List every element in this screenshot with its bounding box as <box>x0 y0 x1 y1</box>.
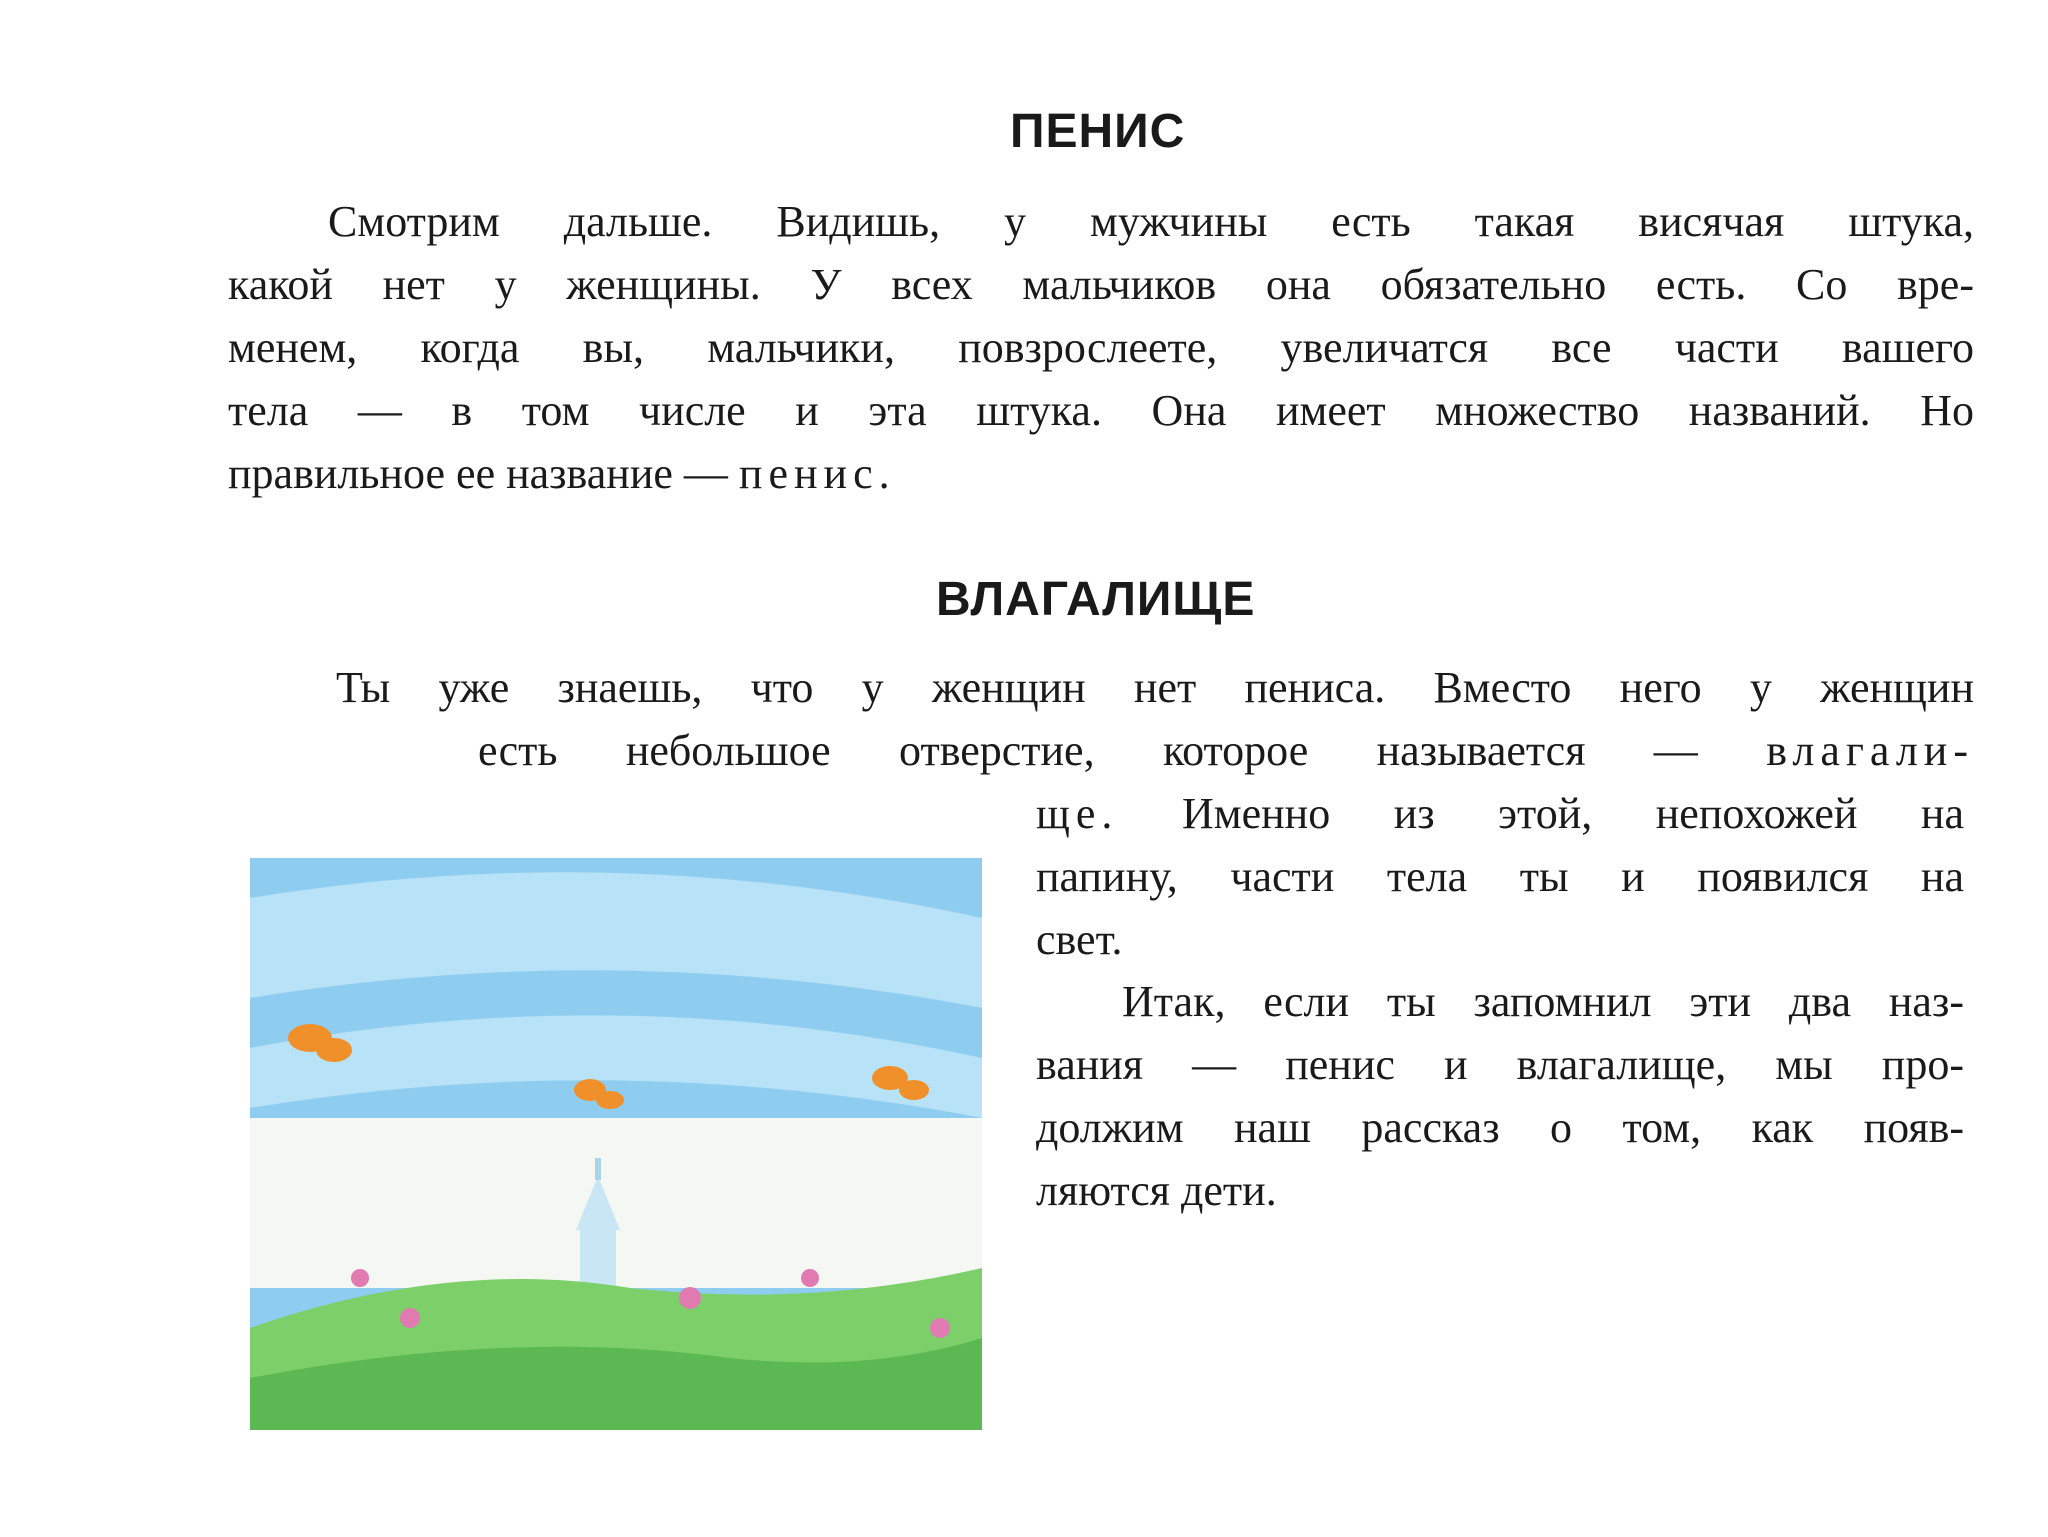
paragraph-line: Смотрим дальше. Видишь, у мужчины есть такая висячая штука, <box>328 197 1974 246</box>
term-vagina-end: ще. <box>1036 789 1119 838</box>
paragraph-conclusion <box>1036 970 1964 1222</box>
paragraph-line <box>478 719 1974 782</box>
illustration-placeholder-icon <box>250 858 982 1430</box>
paragraph-line <box>228 442 1974 505</box>
paragraph-line <box>1036 782 1964 845</box>
paragraph-line: Итак, если ты запомнил эти два наз- <box>1122 977 1964 1026</box>
paragraph-line: тела — в том числе и эта штука. Она имеет множество названий. Но <box>228 386 1974 435</box>
paragraph-vagina-line2 <box>478 719 1974 782</box>
paragraph-line: свет. <box>1036 915 1123 964</box>
section-heading-penis: ПЕНИС <box>1010 105 1186 158</box>
paragraph-vagina-line1 <box>336 656 1974 719</box>
line-text: есть небольшое отверстие, которое называется — <box>478 726 1698 775</box>
paragraph-line: менем, когда вы, мальчики, повзрослеете, увеличатся все части вашего <box>228 323 1974 372</box>
paragraph-line: Ты уже знаешь, что у женщин нет пениса. Вместо него у женщин <box>336 663 1974 712</box>
paragraph-line: вания — пенис и влагалище, мы про- <box>1036 1040 1964 1089</box>
paragraph-penis <box>228 190 1974 505</box>
line-text: правильное ее название — <box>228 449 728 498</box>
line-text: Именно из этой, непохожей на <box>1181 789 1965 838</box>
paragraph-vagina-rest <box>1036 782 1964 971</box>
term-vagina: влагали- <box>1766 726 1975 775</box>
paragraph-line: папину, части тела ты и появился на <box>1036 852 1964 901</box>
paragraph-line: ляются дети. <box>1036 1166 1277 1215</box>
paragraph-line: должим наш рассказ о том, как появ- <box>1036 1103 1964 1152</box>
section-heading-vagina: ВЛАГАЛИЩЕ <box>936 573 1256 626</box>
paragraph-line: какой нет у женщины. У всех мальчиков она обязательно есть. Со вре- <box>228 260 1974 309</box>
term-penis: пенис. <box>738 449 896 498</box>
